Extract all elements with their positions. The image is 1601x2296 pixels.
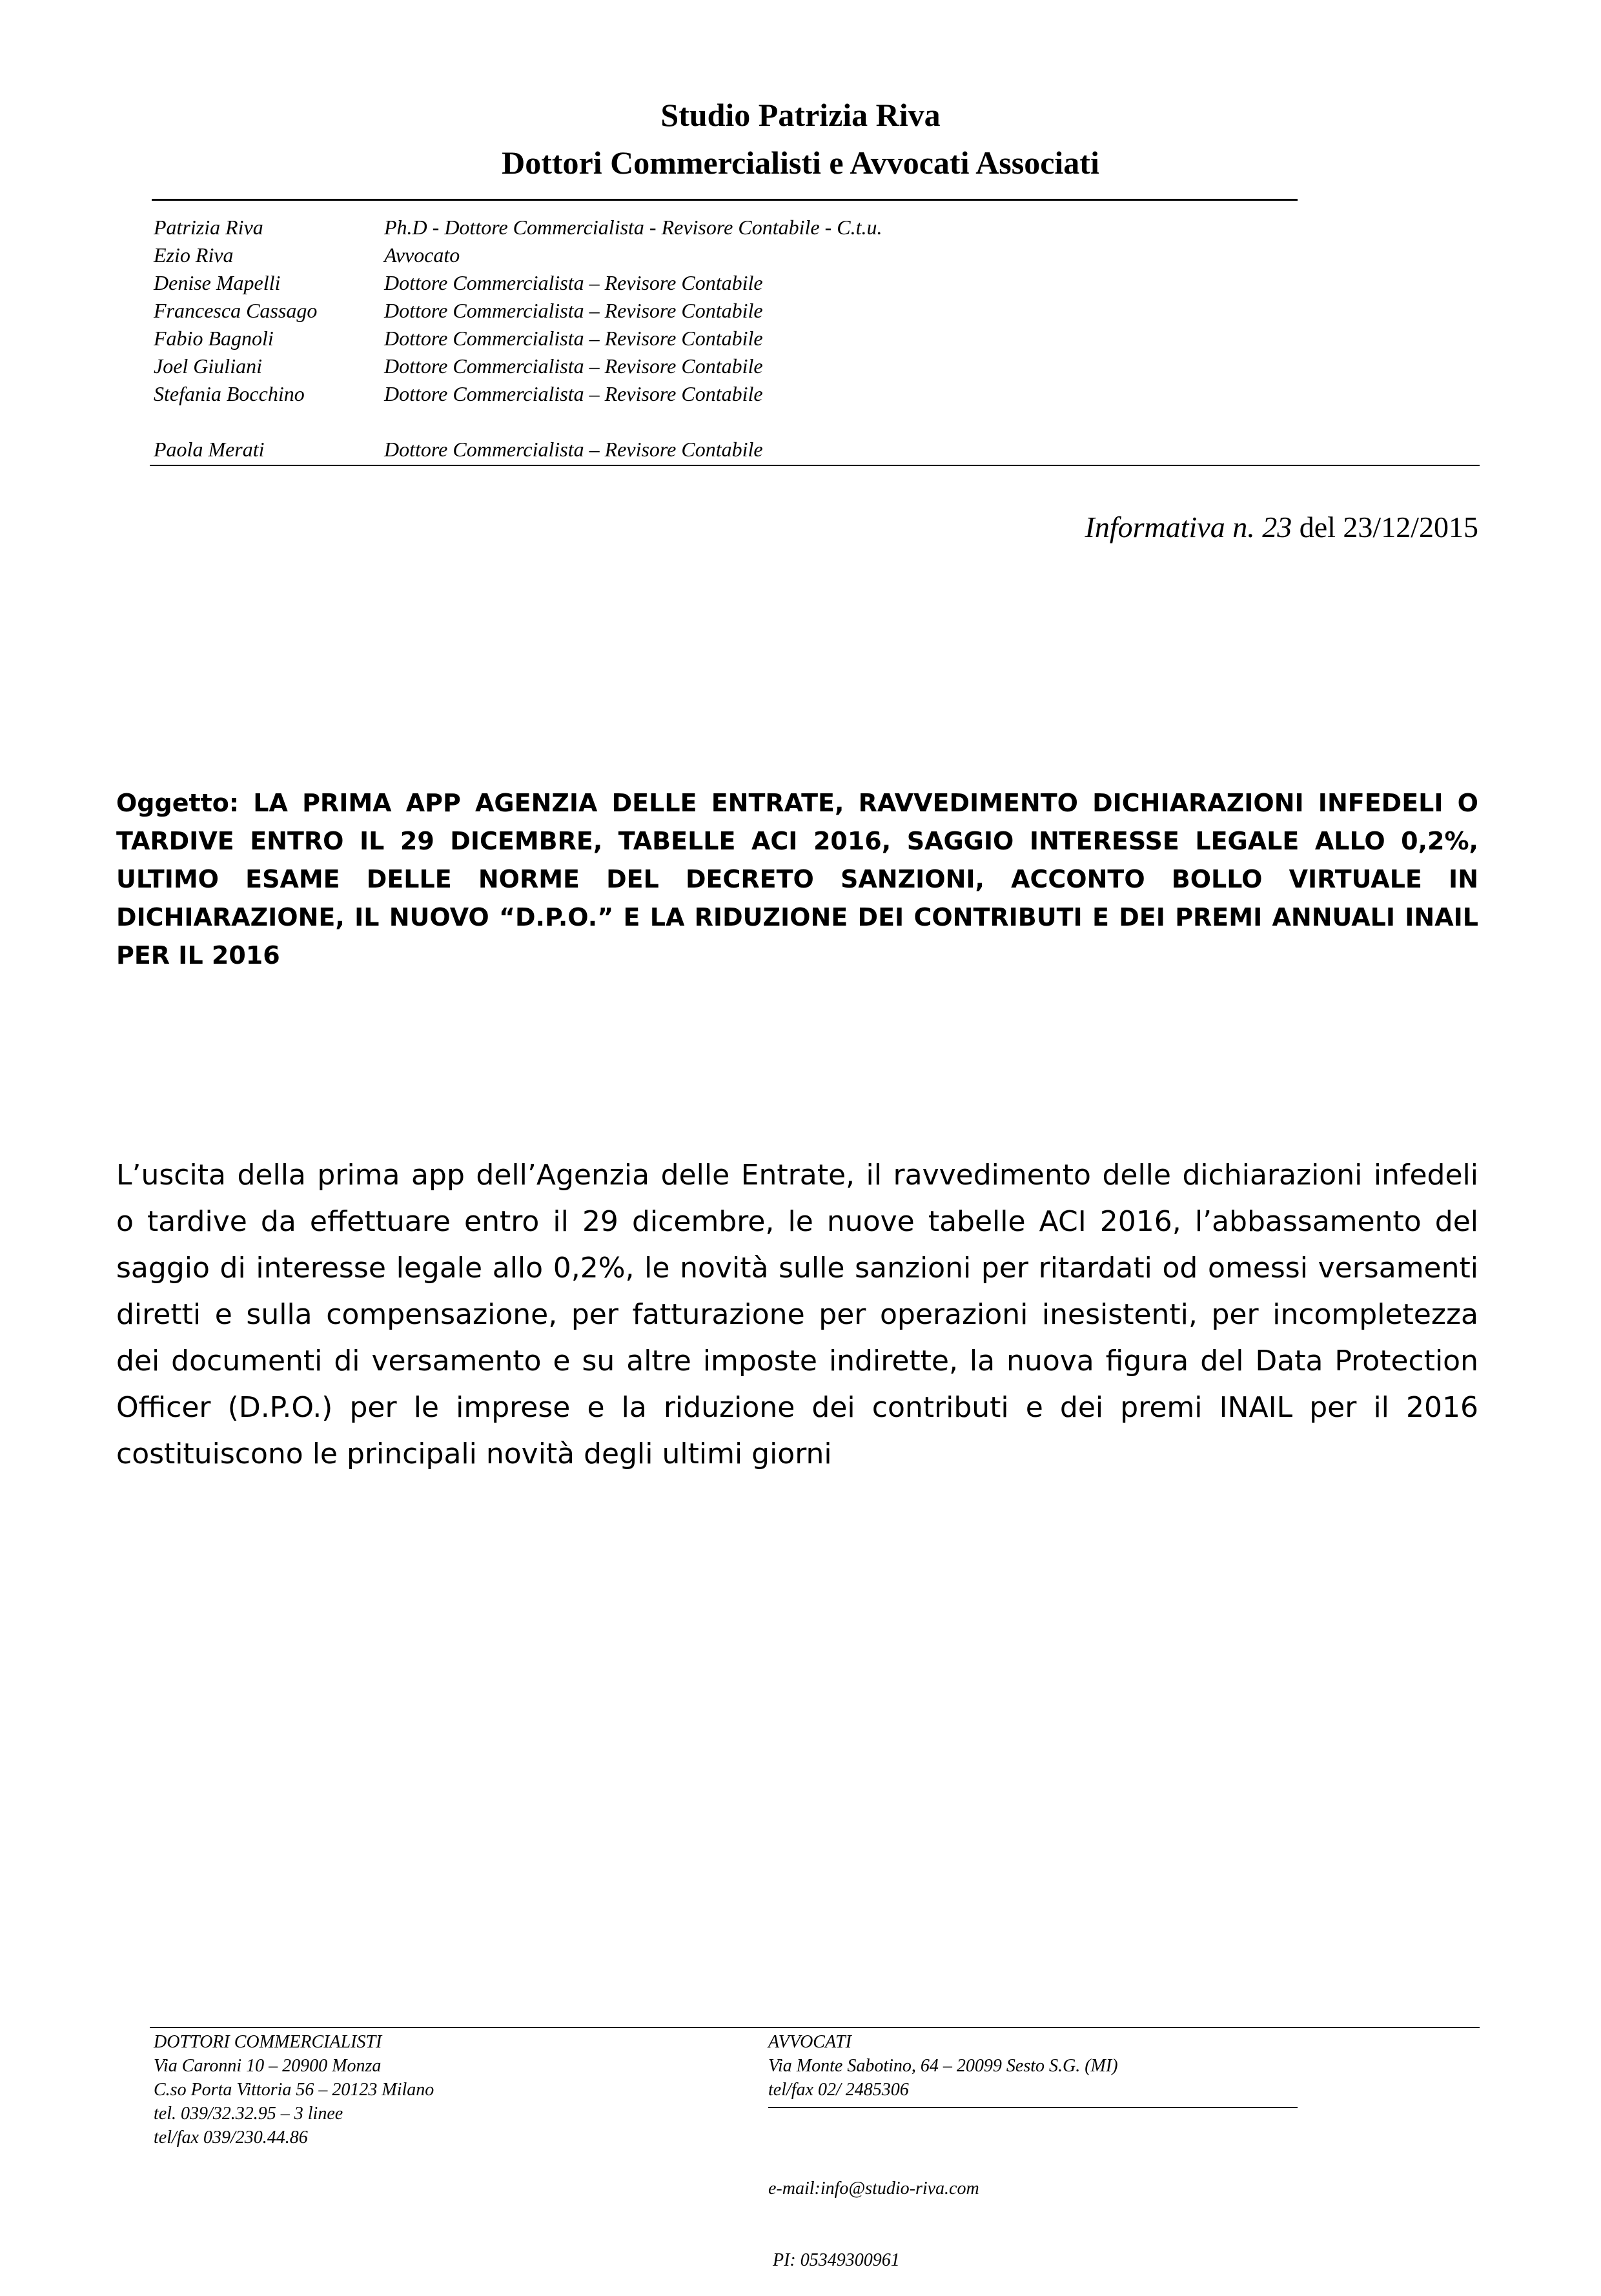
footer-email: e-mail:info@studio-riva.com: [768, 2179, 979, 2199]
footer-line: Via Caronni 10 – 20900 Monza: [154, 2056, 382, 2076]
footer-line: C.so Porta Vittoria 56 – 20123 Milano: [154, 2080, 434, 2100]
staff-name: Francesca Cassago: [154, 299, 318, 322]
footer-line: tel/fax 039/230.44.86: [154, 2128, 308, 2148]
footer-line: tel/fax 02/ 2485306: [768, 2080, 909, 2100]
staff-role: Dottore Commercialista – Revisore Contabile: [384, 299, 763, 322]
staff-name: Denise Mapelli: [154, 271, 281, 294]
footer-avvocati: [768, 2030, 1118, 2102]
subject-heading: Oggetto: LA PRIMA APP AGENZIA DELLE ENTRATE, RAVVEDIMENTO DICHIARAZIONI INFEDELI O TARDIVE ENTRO IL 29 DICEMBRE, TABELLE ACI 2016, SAGGIO INTERESSE LEGALE ALLO 0,2%, ULTIMO ESAME DELLE NORME DEL DECRETO SANZIONI, ACCONTO BOLLO VIRTUALE IN DICHIARAZIONE, IL NUOVO “D.P.O.” E LA RIDUZIONE DEI CONTRIBUTI E DEI PREMI ANNUALI INAIL PER IL 2016: [116, 789, 1478, 970]
staff-role: Dottore Commercialista – Revisore Contabile: [384, 327, 763, 350]
informativa-reference: [1085, 510, 1478, 544]
staff-name: Paola Merati: [154, 438, 265, 461]
footer-line: tel. 039/32.32.95 – 3 linee: [154, 2104, 343, 2124]
body-paragraph: L’uscita della prima app dell’Agenzia delle Entrate, il ravvedimento delle dichiarazioni infedeli o tardive da effettuare entro il 29 dicembre, le nuove tabelle ACI 2016, l’abbassamento del saggio di interesse legale allo 0,2%, le novità sulle sanzioni per ritardati od omessi versamenti diretti e sulla compensazione, per fatturazione per operazioni inesistenti, per incompletezza dei documenti di versamento e su altre imposte indirette, la nuova figura del Data Protection Officer (D.P.O.) per le imprese e la riduzione dei contributi e dei premi INAIL per il 2016 costituiscono le principali novità degli ultimi giorni: [116, 1159, 1478, 1470]
footer-line: Via Monte Sabotino, 64 – 20099 Sesto S.G. (MI): [768, 2056, 1118, 2076]
staff-name: Patrizia Riva: [154, 216, 263, 239]
staff-role: Dottore Commercialista – Revisore Contabile: [384, 354, 763, 378]
staff-role: Ph.D - Dottore Commercialista - Revisore Contabile - C.t.u.: [384, 216, 882, 239]
staff-name: Ezio Riva: [154, 243, 234, 267]
informativa-number: Informativa n. 23: [1085, 511, 1292, 544]
staff-role: Dottore Commercialista – Revisore Contabile: [384, 382, 763, 405]
staff-role: Dottore Commercialista – Revisore Contabile: [384, 271, 763, 294]
firm-subtitle: Dottori Commercialisti e Avvocati Associati: [502, 145, 1099, 181]
staff-name: Stefania Bocchino: [154, 382, 305, 405]
staff-name: Joel Giuliani: [154, 354, 262, 378]
footer-commercialisti: [154, 2030, 434, 2149]
footer-contact-divider: [768, 2107, 1298, 2108]
footer-vat: PI: 05349300961: [768, 2250, 900, 2270]
informativa-date: del 23/12/2015: [1299, 511, 1478, 544]
header-divider: [152, 199, 1298, 201]
footer-contacts: [768, 2129, 979, 2296]
staff-role: Avvocato: [384, 243, 460, 267]
footer-divider: [150, 2027, 1480, 2028]
staff-name: Fabio Bagnoli: [154, 327, 274, 350]
firm-name: Studio Patrizia Riva: [660, 97, 941, 133]
footer-line: DOTTORI COMMERCIALISTI: [154, 2032, 382, 2052]
footer-line: AVVOCATI: [768, 2032, 851, 2052]
staff-divider: [150, 465, 1480, 466]
staff-role: Dottore Commercialista – Revisore Contabile: [384, 438, 763, 461]
